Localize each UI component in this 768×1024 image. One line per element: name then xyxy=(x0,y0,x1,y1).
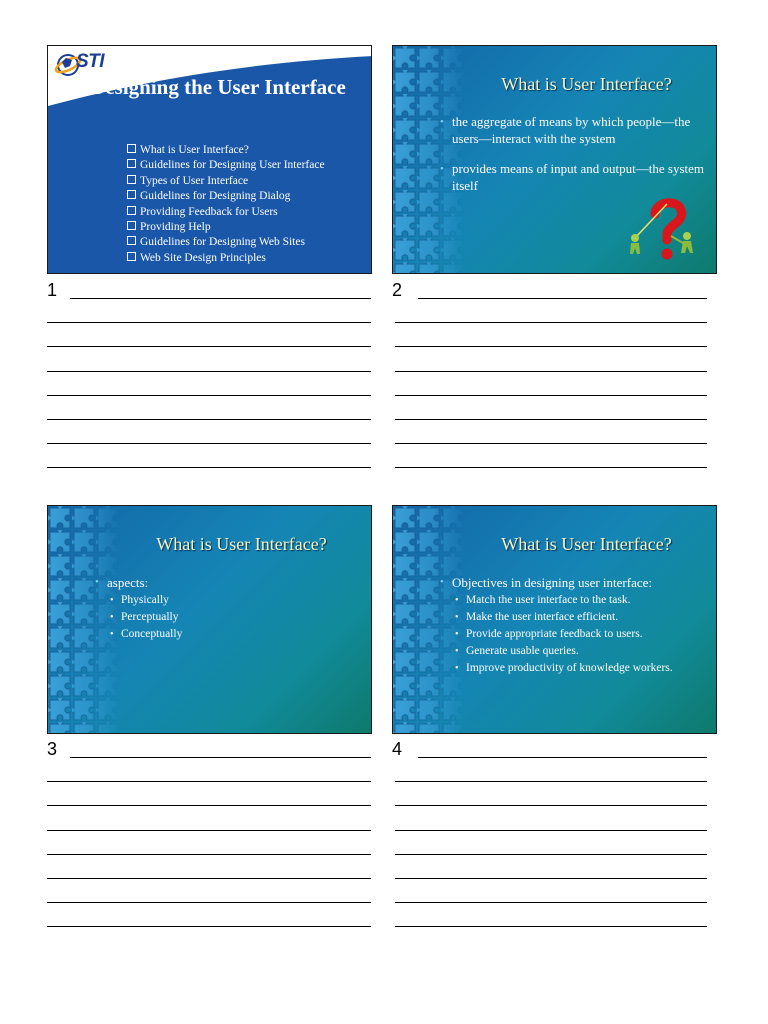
slide-3-bullets xyxy=(107,574,182,643)
slide-2 xyxy=(392,45,717,274)
note-line xyxy=(395,346,707,347)
list-item: • Perceptually xyxy=(121,609,182,626)
note-line xyxy=(47,346,371,347)
slide-2-title: What is User Interface? xyxy=(501,74,672,94)
note-line xyxy=(70,757,371,758)
list-item: • aspects: • Physically • Perceptually • Conceptually xyxy=(107,574,182,643)
slide-3-title: What is User Interface? xyxy=(156,534,327,554)
slide-1-title: Designing the User Interface xyxy=(90,75,346,99)
note-line xyxy=(47,805,371,806)
list-item: Providing Help xyxy=(127,220,325,235)
note-line xyxy=(47,371,371,372)
slide-4 xyxy=(392,505,717,734)
note-line xyxy=(395,878,707,879)
note-line xyxy=(418,298,707,299)
note-line xyxy=(47,781,371,782)
list-item: Web Site Design Principles xyxy=(127,251,325,266)
note-line xyxy=(395,322,707,323)
note-line xyxy=(47,854,371,855)
list-item: • Objectives in designing user interface: • Match the user interface to the task. • Make the user interface efficient. • Provide appropriate feedback to users. • Generate usable queries. • Improve productivity of knowledge workers. xyxy=(452,574,673,677)
list-item: • Match the user interface to the task. xyxy=(466,592,673,609)
note-line xyxy=(395,805,707,806)
list-item: • Generate usable queries. xyxy=(466,643,673,660)
slide-3-sub-bullets xyxy=(121,592,182,643)
note-line xyxy=(395,467,707,468)
slide-4-bullets xyxy=(452,574,673,677)
slide-number-2: 2 xyxy=(392,280,403,300)
checkbox-bullet-icon xyxy=(127,252,136,261)
note-line xyxy=(47,443,371,444)
slide-4-sub-bullets xyxy=(466,592,673,677)
list-item: • provides means of input and output—the system itself xyxy=(452,161,707,194)
note-line xyxy=(395,371,707,372)
slide-3 xyxy=(47,505,372,734)
note-line xyxy=(395,781,707,782)
note-line xyxy=(418,757,707,758)
sti-logo-text: STI xyxy=(76,51,105,72)
list-item: • Improve productivity of knowledge workers. xyxy=(466,660,673,677)
checkbox-bullet-icon xyxy=(127,206,136,215)
list-item: • Make the user interface efficient. xyxy=(466,609,673,626)
list-item: • the aggregate of means by which people—the users—interact with the system xyxy=(452,114,707,147)
slide-number-1: 1 xyxy=(47,280,58,300)
list-item: Types of User Interface xyxy=(127,174,325,189)
note-line xyxy=(47,830,371,831)
list-item: Guidelines for Designing User Interface xyxy=(127,158,325,173)
list-item: • Conceptually xyxy=(121,626,182,643)
checkbox-bullet-icon xyxy=(127,236,136,245)
note-line xyxy=(395,443,707,444)
question-mark-figures-icon xyxy=(625,196,707,266)
slide-4-title: What is User Interface? xyxy=(501,534,672,554)
list-item: Guidelines for Designing Dialog xyxy=(127,189,325,204)
list-item: Providing Feedback for Users xyxy=(127,205,325,220)
note-line xyxy=(395,395,707,396)
checkbox-bullet-icon xyxy=(127,175,136,184)
note-line xyxy=(70,298,371,299)
slide-number-3: 3 xyxy=(47,739,58,759)
note-line xyxy=(395,926,707,927)
checkbox-bullet-icon xyxy=(127,159,136,168)
slide-number-4: 4 xyxy=(392,739,403,759)
note-line xyxy=(47,467,371,468)
note-line xyxy=(395,854,707,855)
slide-1 xyxy=(47,45,372,274)
list-item: • Provide appropriate feedback to users. xyxy=(466,626,673,643)
note-line xyxy=(395,830,707,831)
slide-1-topic-list xyxy=(127,143,325,266)
list-item: • Physically xyxy=(121,592,182,609)
note-line xyxy=(47,878,371,879)
note-line xyxy=(395,902,707,903)
note-line xyxy=(47,902,371,903)
note-line xyxy=(47,926,371,927)
checkbox-bullet-icon xyxy=(127,190,136,199)
list-item: What is User Interface? xyxy=(127,143,325,158)
note-line xyxy=(47,322,371,323)
checkbox-bullet-icon xyxy=(127,144,136,153)
list-item: Guidelines for Designing Web Sites xyxy=(127,235,325,250)
note-line xyxy=(47,395,371,396)
checkbox-bullet-icon xyxy=(127,221,136,230)
slide-2-bullets xyxy=(452,114,707,208)
note-line xyxy=(47,419,371,420)
note-line xyxy=(395,419,707,420)
